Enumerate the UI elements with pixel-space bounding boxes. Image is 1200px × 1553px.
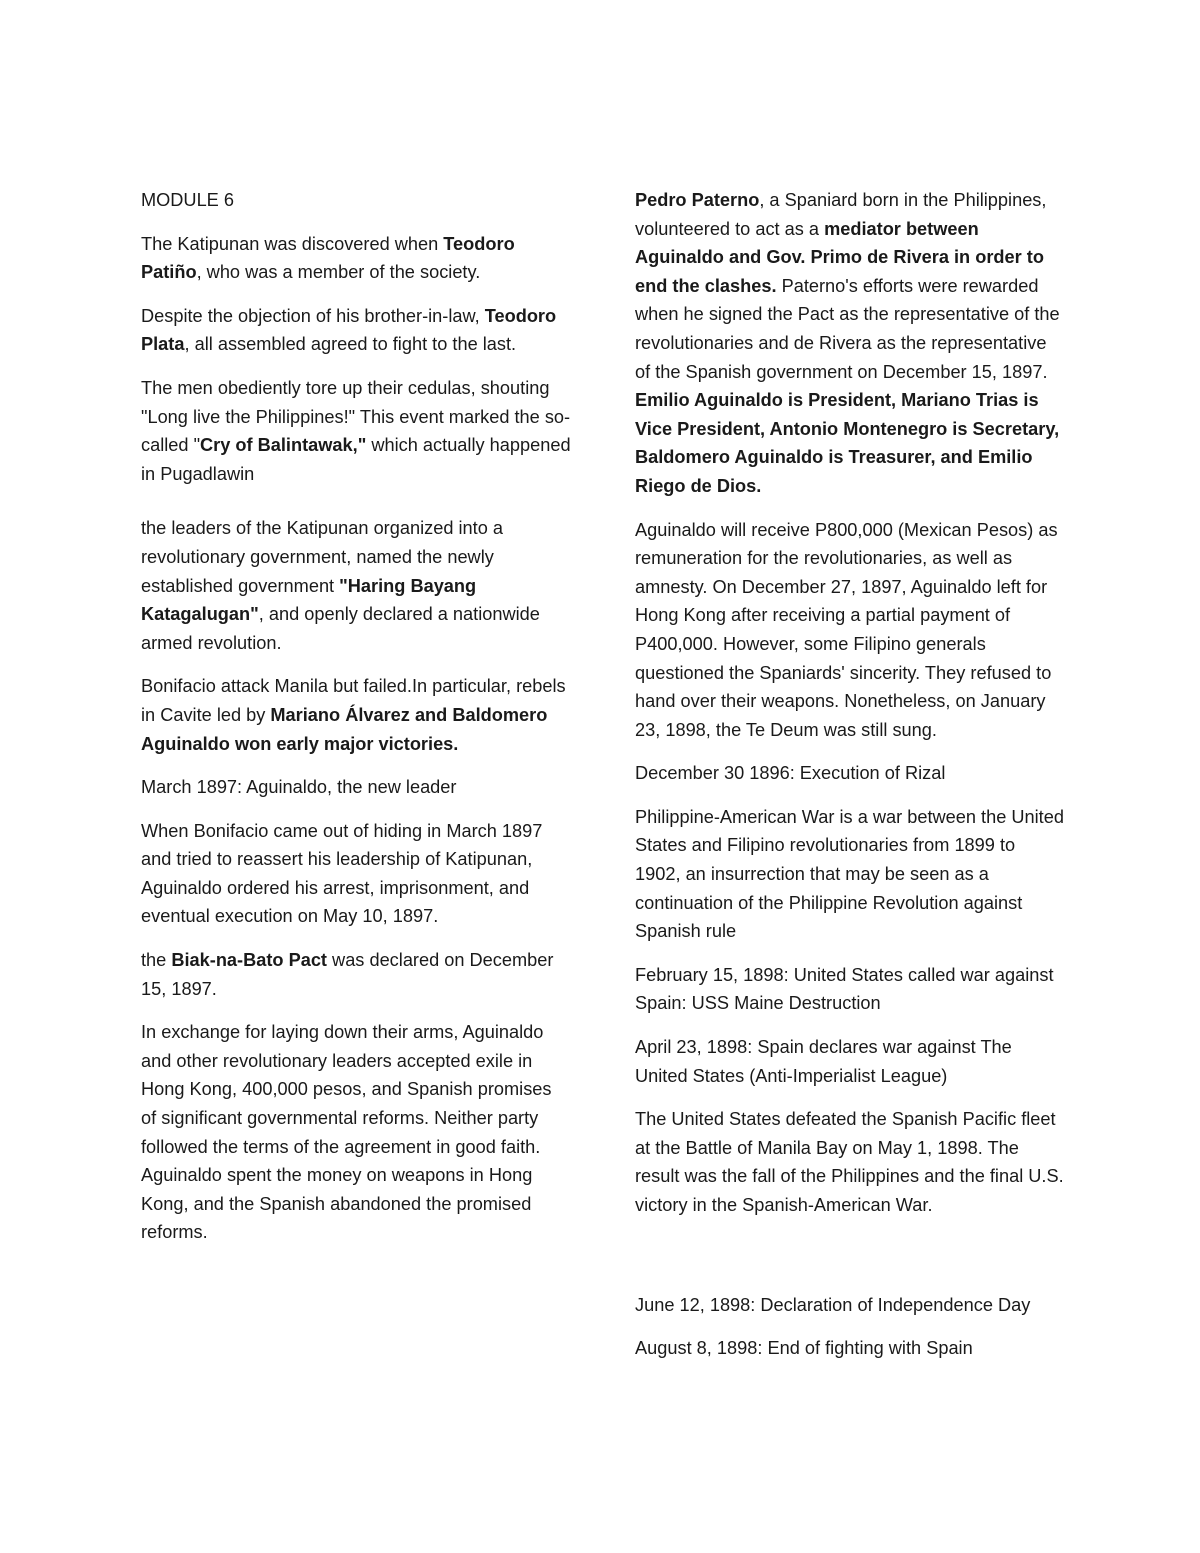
text-run: The men obediently tore up their cedulas, shouting "Long live the Philippines!" This event marked the so-called "	[141, 377, 571, 456]
text-run: , a Spaniard born in the Philippines, volunteered to act as a	[635, 190, 1047, 239]
bold-text-run: Cry of Balintawak,"	[200, 435, 367, 456]
paragraph-haring-bayang	[141, 514, 571, 657]
paragraph-independence-day: June 12, 1898: Declaration of Independence Day	[635, 1294, 1031, 1315]
left-column	[141, 186, 571, 1262]
paragraph-end-of-fighting: August 8, 1898: End of fighting with Spain	[635, 1338, 973, 1359]
bold-text-run: Emilio Aguinaldo is President, Mariano Trias is Vice President, Antonio Montenegro is Secretary, Baldomero Aguinaldo is Treasurer, and Emilio Riego de Dios.	[635, 390, 1060, 496]
paragraph-bonifacio-execution: When Bonifacio came out of hiding in March 1897 and tried to reassert his leadership of Katipunan, Aguinaldo ordered his arrest, imprisonment, and eventual execution on May 10, 1897.	[141, 820, 543, 927]
text-run: , who was a member of the society.	[196, 262, 481, 283]
paragraph-spain-declares-war: April 23, 1898: Spain declares war against The United States (Anti-Imperialist League)	[635, 1037, 1012, 1086]
paragraph-katipunan-discovered	[141, 230, 571, 287]
bold-text-run: mediator between Aguinaldo and Gov. Primo de Rivera in order to end the clashes.	[635, 218, 1044, 296]
text-run: the	[141, 950, 172, 971]
paragraph-pedro-paterno	[635, 186, 1065, 501]
text-run: the leaders of the Katipunan organized into a revolutionary government, named the newly established government	[141, 518, 503, 596]
paragraph-manila-bay: The United States defeated the Spanish Pacific fleet at the Battle of Manila Bay on May 1, 1898. The result was the fall of the Philippines and the final U.S. victory in the Spanish-American War.	[635, 1109, 1064, 1215]
paragraph-march-1897: March 1897: Aguinaldo, the new leader	[141, 777, 457, 798]
text-run: , all assembled agreed to fight to the last.	[184, 334, 517, 355]
blank-line	[635, 1235, 1065, 1291]
paragraph-bonifacio-attack	[141, 672, 571, 758]
text-run: Despite the objection of his brother-in-law,	[141, 305, 485, 326]
bold-text-run: "Haring Bayang Katagalugan"	[141, 575, 477, 625]
right-column	[635, 186, 1065, 1378]
paragraph-teodoro-plata	[141, 302, 571, 359]
text-run: was declared on December 15, 1897.	[141, 950, 554, 999]
paragraph-biak-na-bato	[141, 946, 571, 1003]
paragraph-cry-of-balintawak	[141, 374, 571, 488]
text-run: The Katipunan was discovered when	[141, 233, 444, 254]
bold-text-run: Biak-na-Bato Pact	[171, 950, 327, 971]
paragraph-uss-maine: February 15, 1898: United States called war against Spain: USS Maine Destruction	[635, 964, 1054, 1014]
bold-text-run: Pedro Paterno	[635, 190, 760, 210]
bold-text-run: Mariano Álvarez and Baldomero Aguinaldo won early major victories.	[141, 704, 548, 754]
text-run: Bonifacio attack Manila but failed.In particular, rebels in Cavite led by	[141, 676, 566, 725]
paragraph-exile-hong-kong: In exchange for laying down their arms, Aguinaldo and other revolutionary leaders accepted exile in Hong Kong, 400,000 pesos, and Spanish promises of significant governmental reforms. Neither party followed the terms of the agreement in good faith. Aguinaldo spent the money on weapons in Hong Kong, and the Spanish abandoned the promised reforms.	[141, 1022, 552, 1243]
text-run: which actually happened in Pugadlawin	[141, 435, 571, 484]
module-heading: MODULE 6	[141, 190, 234, 210]
bold-text-run: Teodoro Patiño	[141, 233, 515, 283]
bold-text-run: Teodoro Plata	[141, 305, 557, 355]
paragraph-remuneration: Aguinaldo will receive P800,000 (Mexican Pesos) as remuneration for the revolutionaries, as well as amnesty. On December 27, 1897, Aguinaldo left for Hong Kong after receiving a partial payment of P400,000. However, some Filipino generals questioned the Spaniards' sincerity. They refused to hand over their weapons. Nonetheless, on January 23, 1898, the Te Deum was still sung.	[635, 519, 1058, 740]
text-run: Paterno's efforts were rewarded when he signed the Pact as the representative of the revolutionaries and de Rivera as the representative of the Spanish government on December 15, 1897.	[635, 275, 1060, 382]
paragraph-philippine-american-war: Philippine-American War is a war between the United States and Filipino revolutionaries from 1899 to 1902, an insurrection that may be seen as a continuation of the Philippine Revolution against Spanish rule	[635, 806, 1064, 942]
text-run: , and openly declared a nationwide armed revolution.	[141, 604, 540, 653]
paragraph-execution-rizal: December 30 1896: Execution of Rizal	[635, 763, 946, 784]
